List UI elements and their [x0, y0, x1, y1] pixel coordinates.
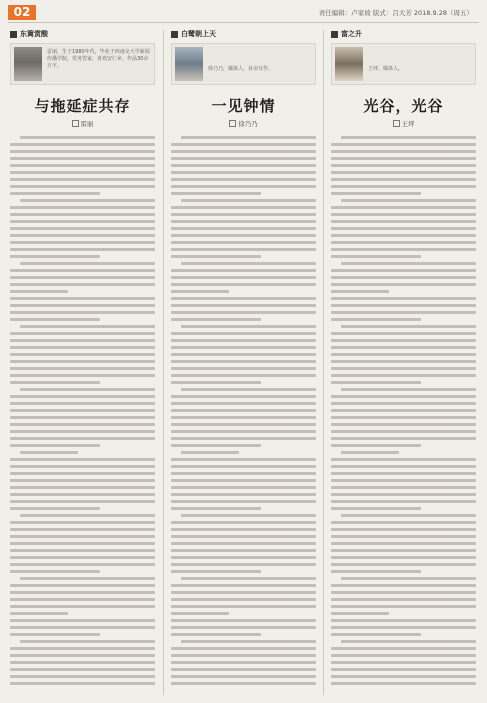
text-line	[171, 339, 316, 342]
text-line	[171, 570, 261, 573]
author-square-icon	[393, 120, 400, 127]
author-square-icon	[229, 120, 236, 127]
text-line	[331, 339, 476, 342]
text-line	[10, 661, 155, 664]
article-title: 与拖延症共存	[34, 97, 131, 115]
text-line	[171, 150, 316, 153]
text-line	[10, 213, 155, 216]
text-line	[331, 255, 421, 258]
text-line	[341, 262, 476, 265]
text-line	[171, 332, 316, 335]
text-line	[341, 451, 399, 454]
text-line	[171, 367, 316, 370]
text-line	[331, 248, 476, 251]
text-line	[171, 234, 316, 237]
text-line	[10, 458, 155, 461]
text-line	[171, 675, 316, 678]
text-line	[10, 381, 100, 384]
text-line	[10, 535, 155, 538]
text-line	[331, 528, 476, 531]
text-line	[171, 206, 316, 209]
text-line	[171, 591, 316, 594]
text-line	[331, 150, 476, 153]
text-line	[171, 584, 316, 587]
section-tag	[171, 28, 316, 40]
author-bio: 徐乃乃，媒体人，业余写作。	[208, 66, 274, 72]
text-line	[10, 493, 155, 496]
text-line	[10, 437, 155, 440]
text-line	[20, 136, 155, 139]
text-line	[331, 395, 476, 398]
text-line	[331, 360, 476, 363]
text-line	[10, 283, 155, 286]
author-square-icon	[72, 120, 79, 127]
article-title: 一见钟情	[211, 97, 276, 115]
text-line	[331, 591, 476, 594]
article-author	[10, 119, 155, 128]
text-line	[10, 311, 155, 314]
text-line	[10, 549, 155, 552]
text-line	[171, 241, 316, 244]
text-line	[10, 164, 155, 167]
text-line	[171, 297, 316, 300]
author-bio: 王坪，媒体人。	[368, 66, 404, 72]
author-photo	[335, 47, 363, 81]
article-title: 光谷，光谷	[363, 97, 444, 115]
text-line	[171, 563, 316, 566]
text-line	[331, 346, 476, 349]
text-line	[331, 675, 476, 678]
text-line	[331, 304, 476, 307]
text-line	[10, 395, 155, 398]
text-line	[20, 577, 155, 580]
text-line	[171, 472, 316, 475]
text-line	[331, 521, 476, 524]
column-divider	[323, 30, 324, 695]
article-column-1	[10, 28, 155, 689]
tag-square-icon	[10, 31, 17, 38]
text-line	[171, 479, 316, 482]
section-tag-label: 东篱赏酸	[20, 30, 48, 38]
text-line	[171, 192, 261, 195]
text-line	[171, 409, 316, 412]
text-line	[331, 164, 476, 167]
author-bio: 雷丽，生于1980年代，毕业于西南交大学新闻传播学院，党务管家，喜欢安仁乡，作品30余万字。	[47, 49, 150, 69]
text-line	[10, 353, 155, 356]
text-line	[171, 465, 316, 468]
text-line	[10, 563, 155, 566]
text-line	[10, 402, 155, 405]
text-line	[331, 430, 476, 433]
text-line	[10, 290, 68, 293]
text-line	[331, 192, 421, 195]
text-line	[331, 276, 476, 279]
text-line	[171, 360, 316, 363]
text-line	[171, 248, 316, 251]
section-tag	[10, 28, 155, 40]
text-line	[10, 192, 100, 195]
text-line	[331, 570, 421, 573]
text-line	[171, 269, 316, 272]
article-body	[331, 136, 476, 685]
text-line	[331, 626, 476, 629]
text-line	[10, 360, 155, 363]
text-line	[171, 283, 316, 286]
text-line	[171, 654, 316, 657]
text-line	[171, 381, 261, 384]
text-line	[341, 199, 476, 202]
text-line	[10, 528, 155, 531]
text-line	[341, 640, 476, 643]
text-line	[181, 325, 316, 328]
text-line	[10, 486, 155, 489]
text-line	[331, 283, 476, 286]
text-line	[171, 220, 316, 223]
text-line	[20, 199, 155, 202]
text-line	[20, 514, 155, 517]
text-line	[341, 514, 476, 517]
text-line	[171, 682, 316, 685]
text-line	[10, 220, 155, 223]
text-line	[331, 353, 476, 356]
article-author	[331, 119, 476, 128]
text-line	[331, 549, 476, 552]
author-bio-box	[10, 43, 155, 85]
text-line	[10, 234, 155, 237]
text-line	[171, 507, 261, 510]
text-line	[331, 668, 476, 671]
text-line	[331, 535, 476, 538]
text-line	[331, 584, 476, 587]
author-name: 徐乃乃	[238, 120, 258, 128]
header-rule	[8, 22, 479, 23]
text-line	[10, 668, 155, 671]
text-line	[10, 346, 155, 349]
text-line	[171, 290, 229, 293]
text-line	[171, 605, 316, 608]
text-line	[171, 647, 316, 650]
text-line	[10, 626, 155, 629]
author-name: 王坪	[401, 120, 415, 128]
text-line	[10, 241, 155, 244]
text-line	[171, 521, 316, 524]
text-line	[10, 367, 155, 370]
text-line	[331, 598, 476, 601]
text-line	[10, 409, 155, 412]
text-line	[171, 346, 316, 349]
text-line	[181, 640, 316, 643]
text-line	[331, 661, 476, 664]
article-column-3	[331, 28, 476, 689]
text-line	[331, 416, 476, 419]
text-line	[10, 185, 155, 188]
text-line	[171, 227, 316, 230]
text-line	[171, 430, 316, 433]
text-line	[331, 241, 476, 244]
text-line	[10, 654, 155, 657]
page-number: 02	[8, 5, 36, 20]
text-line	[181, 577, 316, 580]
text-line	[331, 633, 421, 636]
text-line	[171, 493, 316, 496]
text-line	[331, 311, 476, 314]
text-line	[331, 458, 476, 461]
text-line	[20, 640, 155, 643]
text-line	[171, 633, 261, 636]
section-tag-label: 白鹭朝上天	[181, 30, 216, 38]
text-line	[331, 479, 476, 482]
text-line	[331, 605, 476, 608]
text-line	[171, 276, 316, 279]
text-line	[10, 255, 100, 258]
text-line	[10, 647, 155, 650]
text-line	[171, 444, 261, 447]
text-line	[331, 423, 476, 426]
text-line	[331, 465, 476, 468]
text-line	[181, 451, 239, 454]
text-line	[171, 549, 316, 552]
text-line	[10, 591, 155, 594]
text-line	[341, 388, 476, 391]
text-line	[341, 325, 476, 328]
text-line	[341, 577, 476, 580]
author-bio-box	[171, 43, 316, 85]
text-line	[331, 500, 476, 503]
text-line	[10, 570, 100, 573]
text-line	[10, 297, 155, 300]
text-line	[171, 353, 316, 356]
text-line	[171, 661, 316, 664]
text-line	[10, 675, 155, 678]
text-line	[171, 668, 316, 671]
text-line	[331, 563, 476, 566]
text-line	[10, 304, 155, 307]
text-line	[10, 374, 155, 377]
text-line	[10, 248, 155, 251]
tag-square-icon	[331, 31, 338, 38]
text-line	[331, 332, 476, 335]
text-line	[331, 297, 476, 300]
text-line	[171, 416, 316, 419]
text-line	[10, 507, 100, 510]
text-line	[331, 682, 476, 685]
author-photo	[14, 47, 42, 81]
text-line	[181, 136, 316, 139]
text-line	[331, 178, 476, 181]
text-line	[171, 500, 316, 503]
text-line	[10, 178, 155, 181]
text-line	[20, 388, 155, 391]
text-line	[331, 556, 476, 559]
text-line	[171, 213, 316, 216]
text-line	[171, 528, 316, 531]
text-line	[171, 143, 316, 146]
author-bio-box	[331, 43, 476, 85]
section-tag	[331, 28, 476, 40]
article-body	[171, 136, 316, 685]
text-line	[331, 647, 476, 650]
text-line	[171, 619, 316, 622]
text-line	[331, 185, 476, 188]
text-line	[10, 521, 155, 524]
text-line	[171, 395, 316, 398]
text-line	[331, 612, 389, 615]
text-line	[181, 514, 316, 517]
text-line	[10, 479, 155, 482]
text-line	[341, 136, 476, 139]
section-tag-label: 富之升	[341, 30, 362, 38]
text-line	[331, 213, 476, 216]
text-line	[171, 178, 316, 181]
text-line	[331, 486, 476, 489]
text-line	[331, 220, 476, 223]
text-line	[331, 542, 476, 545]
text-line	[171, 458, 316, 461]
text-line	[10, 150, 155, 153]
text-line	[10, 430, 155, 433]
text-line	[171, 423, 316, 426]
text-line	[331, 444, 421, 447]
text-line	[171, 171, 316, 174]
text-line	[171, 164, 316, 167]
text-line	[181, 262, 316, 265]
text-line	[171, 374, 316, 377]
text-line	[181, 199, 316, 202]
text-line	[331, 227, 476, 230]
text-line	[10, 465, 155, 468]
article-body	[10, 136, 155, 685]
text-line	[171, 612, 229, 615]
text-line	[171, 598, 316, 601]
text-line	[10, 332, 155, 335]
text-line	[10, 682, 155, 685]
text-line	[331, 367, 476, 370]
text-line	[331, 374, 476, 377]
text-line	[10, 500, 155, 503]
text-line	[331, 493, 476, 496]
author-photo	[175, 47, 203, 81]
text-line	[331, 402, 476, 405]
text-line	[171, 542, 316, 545]
text-line	[10, 619, 155, 622]
text-line	[10, 605, 155, 608]
text-line	[171, 402, 316, 405]
text-line	[331, 619, 476, 622]
text-line	[10, 598, 155, 601]
text-line	[171, 185, 316, 188]
text-line	[331, 206, 476, 209]
text-line	[20, 262, 155, 265]
text-line	[10, 612, 68, 615]
tag-square-icon	[171, 31, 178, 38]
text-line	[10, 171, 155, 174]
text-line	[181, 388, 316, 391]
text-line	[331, 654, 476, 657]
article-author	[171, 119, 316, 128]
article-column-2	[171, 28, 316, 689]
text-line	[10, 318, 100, 321]
text-line	[171, 311, 316, 314]
text-line	[10, 206, 155, 209]
text-line	[171, 255, 261, 258]
text-line	[20, 451, 78, 454]
text-line	[331, 157, 476, 160]
text-line	[10, 556, 155, 559]
text-line	[331, 143, 476, 146]
text-line	[171, 304, 316, 307]
text-line	[171, 318, 261, 321]
text-line	[331, 409, 476, 412]
text-line	[10, 542, 155, 545]
text-line	[10, 472, 155, 475]
text-line	[331, 472, 476, 475]
text-line	[171, 437, 316, 440]
text-line	[20, 325, 155, 328]
text-line	[331, 318, 421, 321]
text-line	[171, 486, 316, 489]
author-name: 雷丽	[80, 120, 94, 128]
column-divider	[163, 30, 164, 695]
text-line	[10, 423, 155, 426]
header-editorial-info: 责任编辑：卢家坡 版式：吕大芳 2018.9.28（周五）	[318, 9, 473, 17]
text-line	[171, 556, 316, 559]
text-line	[171, 626, 316, 629]
text-line	[331, 437, 476, 440]
text-line	[10, 339, 155, 342]
text-line	[10, 444, 100, 447]
text-line	[331, 234, 476, 237]
text-line	[10, 227, 155, 230]
text-line	[331, 171, 476, 174]
text-line	[10, 269, 155, 272]
text-line	[331, 381, 421, 384]
text-line	[10, 584, 155, 587]
text-line	[171, 535, 316, 538]
text-line	[171, 157, 316, 160]
text-line	[10, 157, 155, 160]
text-line	[10, 416, 155, 419]
text-line	[10, 633, 100, 636]
text-line	[331, 290, 389, 293]
text-line	[331, 507, 421, 510]
text-line	[331, 269, 476, 272]
text-line	[10, 143, 155, 146]
text-line	[10, 276, 155, 279]
